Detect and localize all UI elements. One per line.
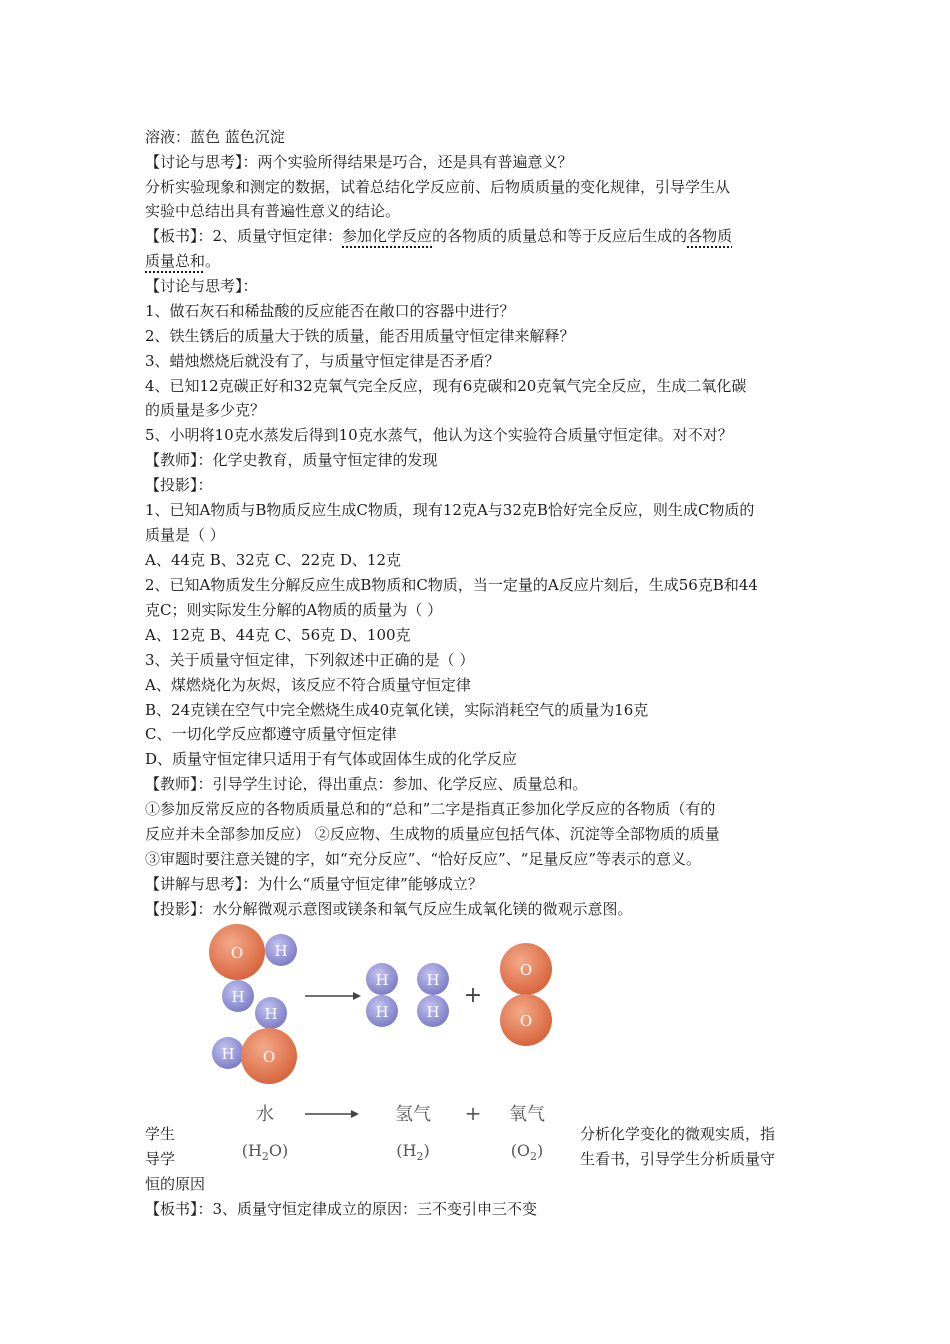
- emphasized-text: 质量总和: [145, 252, 206, 270]
- side-text-left: 恒的原因: [145, 1175, 206, 1193]
- water-molecule: [209, 924, 297, 1012]
- text-line: 【讨论与思考】：: [145, 277, 258, 295]
- text-line: 2、铁生锈后的质量大于铁的质量，能否用质量守恒定律来解释？: [145, 327, 575, 345]
- text-line: 质量是（ ）: [145, 526, 225, 544]
- hydrogen-molecule: [366, 963, 398, 1027]
- legend-oxygen: 氧气: [509, 1104, 545, 1125]
- text-line: 5、小明将10克水蒸发后得到10克水蒸气，他认为这个实验符合质量守恒定律。对不对？: [145, 426, 733, 444]
- side-text-left: 导学: [145, 1150, 176, 1168]
- text-line: ①参加反常反应的各物质质量总和的“总和”二字是指真正参加化学反应的各物质（有的: [145, 800, 716, 818]
- text-line: 4、已知12克碳正好和32克氧气完全反应，现有6克碳和20克氧气完全反应，生成二氧化碳: [145, 377, 747, 395]
- answer-options: A、44克 B、32克 C、22克 D、12克: [145, 551, 402, 569]
- text-line: 【投影】：水分解微观示意图或镁条和氧气反应生成氧化镁的微观示意图。: [145, 900, 633, 918]
- answer-options: A、12克 B、44克 C、56克 D、100克: [145, 626, 411, 644]
- atom-label: O: [262, 1048, 276, 1066]
- line-text: 【板书】：2、质量守恒定律：: [145, 227, 343, 245]
- text-line: B、24克镁在空气中完全燃烧生成40克氧化镁，实际消耗空气的质量为16克: [145, 701, 649, 719]
- text-line: 【讲解与思考】：为什么“质量守恒定律”能够成立？: [145, 875, 483, 893]
- water-molecule: [212, 997, 297, 1084]
- legend-arrow: [305, 1110, 359, 1118]
- atom-label: O: [519, 1012, 533, 1030]
- hydrogen-molecule: [417, 963, 449, 1027]
- atom-label: H: [231, 988, 245, 1006]
- atom-label: O: [519, 961, 533, 979]
- text-line: 溶液：蓝色 蓝色沉淀: [145, 128, 285, 146]
- text-line: 【投影】：: [145, 476, 213, 494]
- text-line: 【教师】：化学史教育，质量守恒定律的发现: [145, 451, 438, 469]
- legend-plus: +: [464, 1101, 482, 1125]
- text-line: C、一切化学反应都遵守质量守恒定律: [145, 725, 397, 743]
- text-line: 反应并未全部参加反应） ②反应物、生成物的质量应包括气体、沉淀等全部物质的质量: [145, 825, 720, 843]
- text-line: 克C；则实际发生分解的A物质的质量为（ ）: [145, 601, 443, 619]
- atom-label: H: [426, 1003, 440, 1021]
- text-line: 【教师】：引导学生讨论，得出重点：参加、化学反应、质量总和。: [145, 775, 588, 793]
- diagram-legend: [205, 1098, 565, 1168]
- emphasized-text: 各物质: [687, 227, 733, 245]
- side-text-right: 分析化学变化的微观实质，指: [580, 1125, 776, 1143]
- oxygen-molecule: [500, 943, 552, 1046]
- legend-water: 水: [256, 1104, 274, 1125]
- line-text: 的各物质的质量总和等于反应后生成的: [432, 227, 688, 245]
- emphasized-text: 参加化学反应: [342, 227, 433, 245]
- text-line: [145, 226, 732, 246]
- side-text-left: 学生: [145, 1125, 176, 1143]
- side-text-right: 生看书，引导学生分析质量守: [580, 1150, 776, 1168]
- legend-hydrogen-formula: $(H_2)$: [396, 1141, 430, 1163]
- text-line: 实验中总结出具有普遍性意义的结论。: [145, 202, 401, 220]
- atom-label: O: [230, 944, 244, 962]
- text-line: 分析实验现象和测定的数据，试着总结化学反应前、后物质质量的变化规律，引导学生从: [145, 178, 731, 196]
- text-line: [145, 251, 220, 271]
- text-line: ③审题时要注意关键的字，如“充分反应”、“恰好反应”、“足量反应”等表示的意义。: [145, 850, 702, 868]
- atom-label: H: [274, 942, 288, 960]
- water-decomposition-diagram: [205, 922, 565, 1092]
- text-line: 【板书】：3、质量守恒定律成立的原因：三不变引申三不变: [145, 1200, 538, 1218]
- text-line: 1、做石灰石和稀盐酸的反应能否在敞口的容器中进行？: [145, 302, 515, 320]
- text-line: 的质量是多少克？: [145, 401, 266, 419]
- text-line: 2、已知A物质发生分解反应生成B物质和C物质，当一定量的A反应片刻后，生成56克B和44: [145, 576, 758, 594]
- legend-oxygen-formula: $(O_2)$: [510, 1141, 544, 1163]
- text-line: 3、蜡烛燃烧后就没有了，与质量守恒定律是否矛盾？: [145, 352, 500, 370]
- legend-water-formula: $(H_2O)$: [241, 1141, 289, 1163]
- atom-label: H: [426, 971, 440, 989]
- text-line: 【讨论与思考】：两个实验所得结果是巧合，还是具有普遍意义？: [145, 153, 573, 171]
- legend-hydrogen: 氢气: [395, 1104, 431, 1125]
- text-line: A、煤燃烧化为灰烬，该反应不符合质量守恒定律: [145, 676, 471, 694]
- atom-label: H: [375, 971, 389, 989]
- atom-label: H: [264, 1005, 278, 1023]
- atom-label: H: [221, 1045, 235, 1063]
- text-line: 1、已知A物质与B物质反应生成C物质，现有12克A与32克B恰好完全反应，则生成C物质的: [145, 501, 755, 519]
- text-line: D、质量守恒定律只适用于有气体或固体生成的化学反应: [145, 750, 518, 768]
- atom-label: H: [375, 1003, 389, 1021]
- text-line: 3、关于质量守恒定律，下列叙述中正确的是（ ）: [145, 651, 475, 669]
- line-text: 。: [205, 252, 221, 270]
- reaction-arrow: [305, 992, 361, 1000]
- plus-sign: +: [463, 983, 483, 1008]
